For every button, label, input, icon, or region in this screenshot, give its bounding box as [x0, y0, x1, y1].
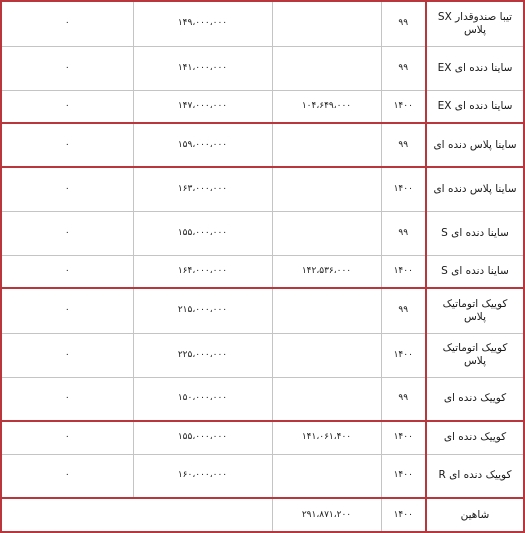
factory-price-cell — [272, 123, 381, 167]
price-change-cell: ۰ — [1, 90, 133, 123]
model-year-cell: ۱۴۰۰ — [381, 167, 426, 211]
price-change-cell: ۰ — [1, 46, 133, 90]
market-price-cell — [1, 498, 272, 532]
model-year-cell: ۱۴۰۰ — [381, 333, 426, 377]
car-name-cell: ساینا دنده ای S — [426, 255, 524, 288]
factory-price-cell — [272, 167, 381, 211]
table-row — [1, 255, 524, 288]
car-name-cell: کوییک اتوماتیک پلاس — [426, 333, 524, 377]
factory-price-cell — [272, 454, 381, 498]
table-row — [1, 454, 524, 498]
table-row — [1, 211, 524, 255]
table-row — [1, 498, 524, 532]
table-row — [1, 333, 524, 377]
model-year-cell: ۹۹ — [381, 377, 426, 421]
model-year-cell: ۱۴۰۰ — [381, 255, 426, 288]
factory-price-cell — [272, 211, 381, 255]
market-price-cell: ۱۶۰،۰۰۰،۰۰۰ — [133, 454, 272, 498]
market-price-cell: ۱۴۷،۰۰۰،۰۰۰ — [133, 90, 272, 123]
market-price-cell: ۱۶۳،۰۰۰،۰۰۰ — [133, 167, 272, 211]
factory-price-cell: ۱۴۲،۵۳۶،۰۰۰ — [272, 255, 381, 288]
price-change-cell: ۰ — [1, 123, 133, 167]
model-year-cell: ۹۹ — [381, 211, 426, 255]
factory-price-cell — [272, 333, 381, 377]
table-row — [1, 90, 524, 123]
model-year-cell: ۹۹ — [381, 123, 426, 167]
car-name-cell: ساینا دنده ای EX — [426, 46, 524, 90]
market-price-cell: ۱۴۹،۰۰۰،۰۰۰ — [133, 1, 272, 46]
car-name-cell: ساینا دنده ای EX — [426, 90, 524, 123]
price-change-cell: ۰ — [1, 421, 133, 454]
market-price-cell: ۲۲۵،۰۰۰،۰۰۰ — [133, 333, 272, 377]
table-row — [1, 1, 524, 46]
table-row — [1, 167, 524, 211]
price-change-cell: ۰ — [1, 377, 133, 421]
factory-price-cell — [272, 1, 381, 46]
factory-price-cell: ۲۹۱،۸۷۱،۲۰۰ — [272, 498, 381, 532]
table-row — [1, 123, 524, 167]
car-name-cell: شاهین — [426, 498, 524, 532]
table-row — [1, 46, 524, 90]
price-change-cell: ۰ — [1, 167, 133, 211]
factory-price-cell — [272, 288, 381, 333]
model-year-cell: ۹۹ — [381, 1, 426, 46]
price-change-cell: ۰ — [1, 454, 133, 498]
car-name-cell: کوییک اتوماتیک پلاس — [426, 288, 524, 333]
factory-price-cell — [272, 46, 381, 90]
model-year-cell: ۱۴۰۰ — [381, 454, 426, 498]
model-year-cell: ۱۴۰۰ — [381, 421, 426, 454]
table-row — [1, 421, 524, 454]
car-name-cell: ساینا پلاس دنده ای — [426, 167, 524, 211]
factory-price-cell: ۱۰۴،۶۴۹،۰۰۰ — [272, 90, 381, 123]
model-year-cell: ۱۴۰۰ — [381, 498, 426, 532]
market-price-cell: ۲۱۵،۰۰۰،۰۰۰ — [133, 288, 272, 333]
model-year-cell: ۹۹ — [381, 46, 426, 90]
car-name-cell: کوییک دنده ای — [426, 377, 524, 421]
market-price-cell: ۱۵۹،۰۰۰،۰۰۰ — [133, 123, 272, 167]
model-year-cell: ۹۹ — [381, 288, 426, 333]
car-name-cell: ساینا دنده ای S — [426, 211, 524, 255]
factory-price-cell: ۱۴۱،۰۶۱،۴۰۰ — [272, 421, 381, 454]
car-name-cell: تیبا صندوقدار SX پلاس — [426, 1, 524, 46]
price-change-cell: ۰ — [1, 211, 133, 255]
car-name-cell: کوییک دنده ای R — [426, 454, 524, 498]
price-change-cell: ۰ — [1, 1, 133, 46]
price-change-cell: ۰ — [1, 255, 133, 288]
factory-price-cell — [272, 377, 381, 421]
market-price-cell: ۱۴۱،۰۰۰،۰۰۰ — [133, 46, 272, 90]
price-change-cell: ۰ — [1, 288, 133, 333]
price-change-cell: ۰ — [1, 333, 133, 377]
market-price-cell: ۱۶۴،۰۰۰،۰۰۰ — [133, 255, 272, 288]
table-row — [1, 288, 524, 333]
table-row — [1, 377, 524, 421]
market-price-cell: ۱۵۵،۰۰۰،۰۰۰ — [133, 211, 272, 255]
car-name-cell: ساینا پلاس دنده ای — [426, 123, 524, 167]
market-price-cell: ۱۵۵،۰۰۰،۰۰۰ — [133, 421, 272, 454]
car-name-cell: کوییک دنده ای — [426, 421, 524, 454]
market-price-cell: ۱۵۰،۰۰۰،۰۰۰ — [133, 377, 272, 421]
model-year-cell: ۱۴۰۰ — [381, 90, 426, 123]
